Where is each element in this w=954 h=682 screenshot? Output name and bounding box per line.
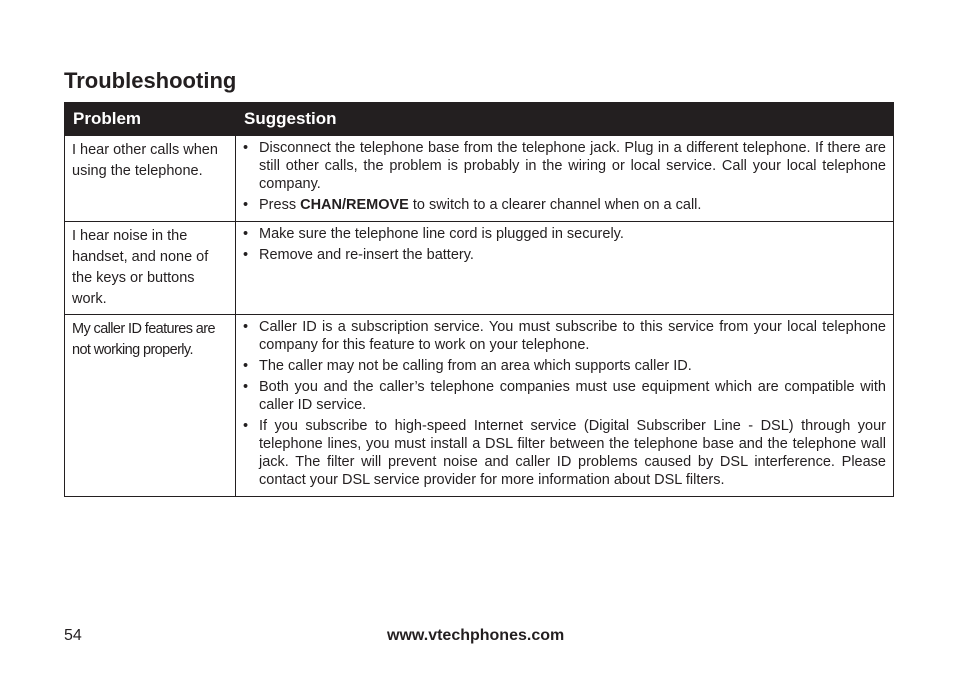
key-name-chan-remove: CHAN/REMOVE — [300, 197, 409, 213]
suggestion-cell — [236, 315, 894, 497]
suggestion-item: • If you subscribe to high-speed Internet service (Digital Subscriber Line - DSL) through your telephone lines, you must install a DSL filter between the telephone base and the telephone wall jack. The filter will prevent noise and caller ID problems caused by DSL interference. Please contact your DSL service provider for more information about DSL filters. — [243, 417, 886, 489]
problem-cell: My caller ID features are not working properly. — [65, 315, 236, 497]
problem-column-header: Problem — [65, 103, 236, 136]
page-title: Troubleshooting — [64, 68, 237, 93]
problem-cell: I hear other calls when using the telephone. — [65, 136, 236, 222]
suggestion-item: • Make sure the telephone line cord is plugged in securely. — [243, 225, 886, 243]
suggestion-item: • Both you and the caller’s telephone companies must use equipment which are compatible with caller ID service. — [243, 378, 886, 414]
table-row — [65, 222, 894, 315]
suggestion-list — [243, 225, 886, 264]
troubleshooting-table — [64, 102, 894, 497]
suggestion-text: to switch to a clearer channel when on a call. — [408, 197, 702, 213]
suggestion-item: • Disconnect the telephone base from the telephone jack. Plug in a different telephone. If there are still other calls, the problem is probably in the wiring or local service. Call your local telephone company. — [243, 139, 886, 193]
page-number: 54 — [64, 627, 82, 644]
suggestion-column-header: Suggestion — [236, 103, 894, 136]
problem-cell: I hear noise in the handset, and none of the keys or buttons work. — [65, 222, 236, 315]
table-header-row — [65, 103, 894, 136]
suggestion-cell — [236, 136, 894, 222]
table-row — [65, 315, 894, 497]
website-url: www.vtechphones.com — [387, 627, 565, 644]
suggestion-item: • Remove and re-insert the battery. — [243, 246, 886, 264]
table-row — [65, 136, 894, 222]
suggestion-item: • Caller ID is a subscription service. You must subscribe to this service from your local telephone company for this feature to work on your telephone. — [243, 318, 886, 354]
suggestion-list — [243, 318, 886, 489]
suggestion-list — [243, 139, 886, 214]
suggestion-cell — [236, 222, 894, 315]
suggestion-item — [243, 196, 886, 214]
suggestion-text: Press — [259, 197, 301, 213]
suggestion-item: • The caller may not be calling from an area which supports caller ID. — [243, 357, 886, 375]
